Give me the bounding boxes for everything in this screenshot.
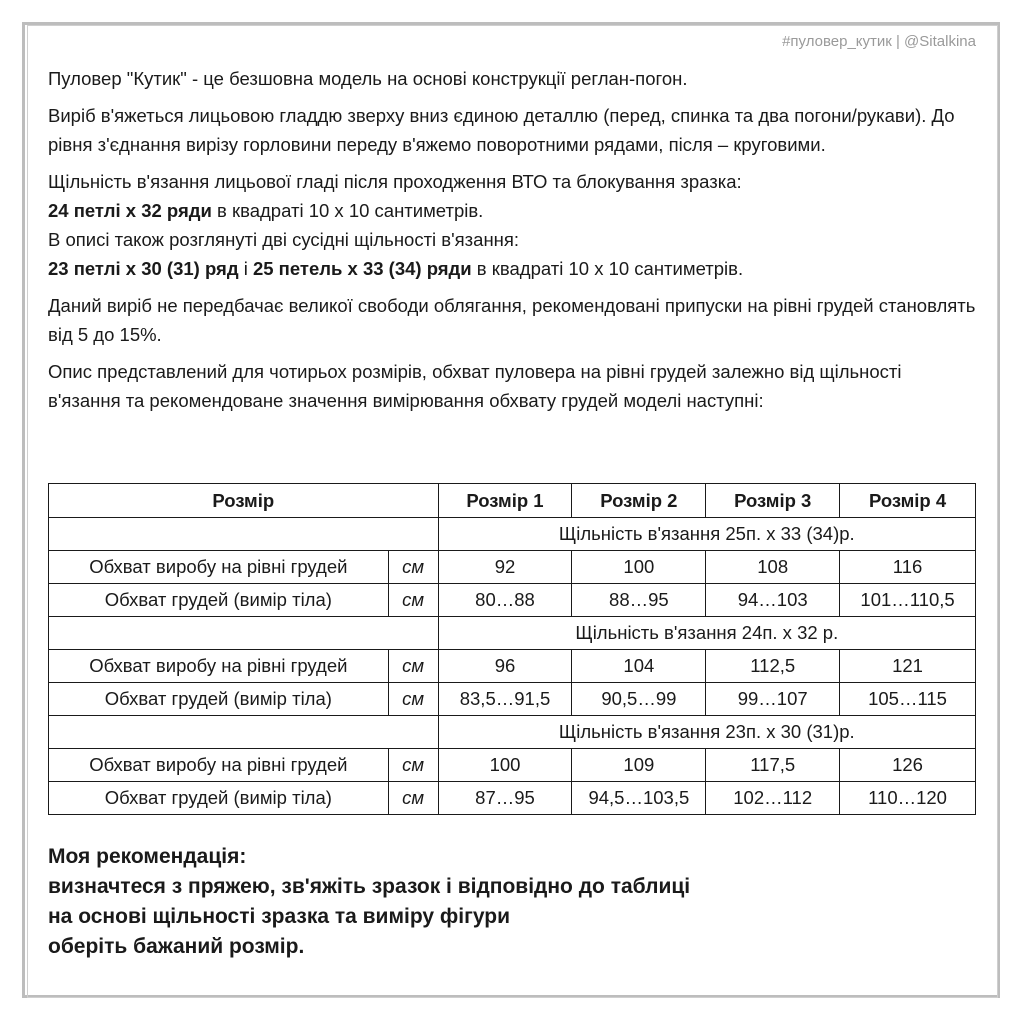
cell-value: 90,5…99 <box>572 683 706 716</box>
intro-text <box>48 64 976 423</box>
table-row <box>49 584 976 617</box>
cell-value: 126 <box>840 749 976 782</box>
cell-value: 100 <box>572 551 706 584</box>
row-label-body: Обхват грудей (вимір тіла) <box>49 683 389 716</box>
size-table <box>48 483 976 815</box>
density-alt-bold-2: 25 петель х 33 (34) ряди <box>252 258 472 279</box>
density-main <box>48 196 976 225</box>
recommendation-title: Моя рекомендація: <box>48 845 247 868</box>
density-alt-bold-1: 23 петлі х 30 (31) ряд <box>48 258 239 279</box>
unit-cell: см <box>388 650 438 683</box>
density-alt-rest: в квадраті 10 х 10 сантиметрів. <box>471 258 744 279</box>
cell-value: 102…112 <box>706 782 840 815</box>
intro-paragraph-2: Виріб в'яжеться лицьовою гладдю зверху вниз єдиною деталлю (перед, спинка та два погони/рукави). До рівня з'єднання вирізу горловини переду в'яжемо поворотними рядами, після – круговими. <box>48 105 955 155</box>
density-label: Щільність в'язання 25п. х 33 (34)р. <box>438 518 975 551</box>
cell-value: 99…107 <box>706 683 840 716</box>
density-main-bold: 24 петлі х 32 ряди <box>48 200 212 221</box>
header-size-3: Розмір 3 <box>706 484 840 518</box>
intro-paragraph-1: Пуловер "Кутик" - це безшовна модель на основі конструкції реглан-погон. <box>48 68 688 89</box>
table-row <box>49 683 976 716</box>
density-row-blank <box>49 518 439 551</box>
density-label: Щільність в'язання 24п. х 32 р. <box>438 617 975 650</box>
density-intro: Щільність в'язання лицьової гладі після проходження ВТО та блокування зразка: <box>48 171 742 192</box>
row-label-garment: Обхват виробу на рівні грудей <box>49 650 389 683</box>
cell-value: 109 <box>572 749 706 782</box>
cell-value: 96 <box>438 650 572 683</box>
table-row <box>49 551 976 584</box>
recommendation-line-3: оберіть бажаний розмір. <box>48 935 305 958</box>
fit-paragraph: Даний виріб не передбачає великої свободи облягання, рекомендовані припуски на рівні грудей становлять від 5 до 15%. <box>48 295 976 345</box>
cell-value: 104 <box>572 650 706 683</box>
density-alt-mid: і <box>238 258 253 279</box>
header-size-2: Розмір 2 <box>572 484 706 518</box>
cell-value: 80…88 <box>438 584 572 617</box>
row-label-body: Обхват грудей (вимір тіла) <box>49 782 389 815</box>
unit-cell: см <box>388 749 438 782</box>
cell-value: 116 <box>840 551 976 584</box>
unit-cell: см <box>388 551 438 584</box>
table-row <box>49 749 976 782</box>
cell-value: 112,5 <box>706 650 840 683</box>
cell-value: 101…110,5 <box>840 584 976 617</box>
cell-value: 83,5…91,5 <box>438 683 572 716</box>
table-row <box>49 650 976 683</box>
density-row-blank <box>49 716 439 749</box>
cell-value: 117,5 <box>706 749 840 782</box>
density-row-blank <box>49 617 439 650</box>
cell-value: 94…103 <box>706 584 840 617</box>
recommendation-block <box>48 842 948 962</box>
unit-cell: см <box>388 683 438 716</box>
cell-value: 121 <box>840 650 976 683</box>
cell-value: 88…95 <box>572 584 706 617</box>
cell-value: 108 <box>706 551 840 584</box>
cell-value: 92 <box>438 551 572 584</box>
row-label-garment: Обхват виробу на рівні грудей <box>49 551 389 584</box>
cell-value: 105…115 <box>840 683 976 716</box>
density-row <box>49 716 976 749</box>
cell-value: 100 <box>438 749 572 782</box>
header-size-1: Розмір 1 <box>438 484 572 518</box>
density-main-rest: в квадраті 10 х 10 сантиметрів. <box>211 200 484 221</box>
recommendation-line-2: на основі щільності зразка та виміру фігури <box>48 905 510 928</box>
header-size-label: Розмір <box>49 484 439 518</box>
density-row <box>49 518 976 551</box>
header-size-4: Розмір 4 <box>840 484 976 518</box>
density-label: Щільність в'язання 23п. х 30 (31)р. <box>438 716 975 749</box>
hashtag-header: #пуловер_кутик | @Sitalkina <box>782 33 976 50</box>
row-label-garment: Обхват виробу на рівні грудей <box>49 749 389 782</box>
density-row <box>49 617 976 650</box>
recommendation-line-1: визначтеся з пряжею, зв'яжіть зразок і відповідно до таблиці <box>48 875 691 898</box>
table-row <box>49 782 976 815</box>
unit-cell: см <box>388 782 438 815</box>
table-header-row <box>49 484 976 518</box>
row-label-body: Обхват грудей (вимір тіла) <box>49 584 389 617</box>
sizes-paragraph: Опис представлений для чотирьох розмірів, обхват пуловера на рівні грудей залежно від щільності в'язання та рекомендоване значення вимірювання обхвату грудей моделі наступні: <box>48 361 902 411</box>
density-alt <box>48 254 976 283</box>
cell-value: 87…95 <box>438 782 572 815</box>
cell-value: 110…120 <box>840 782 976 815</box>
cell-value: 94,5…103,5 <box>572 782 706 815</box>
density-alt-intro: В описі також розглянуті дві сусідні щільності в'язання: <box>48 229 520 250</box>
unit-cell: см <box>388 584 438 617</box>
